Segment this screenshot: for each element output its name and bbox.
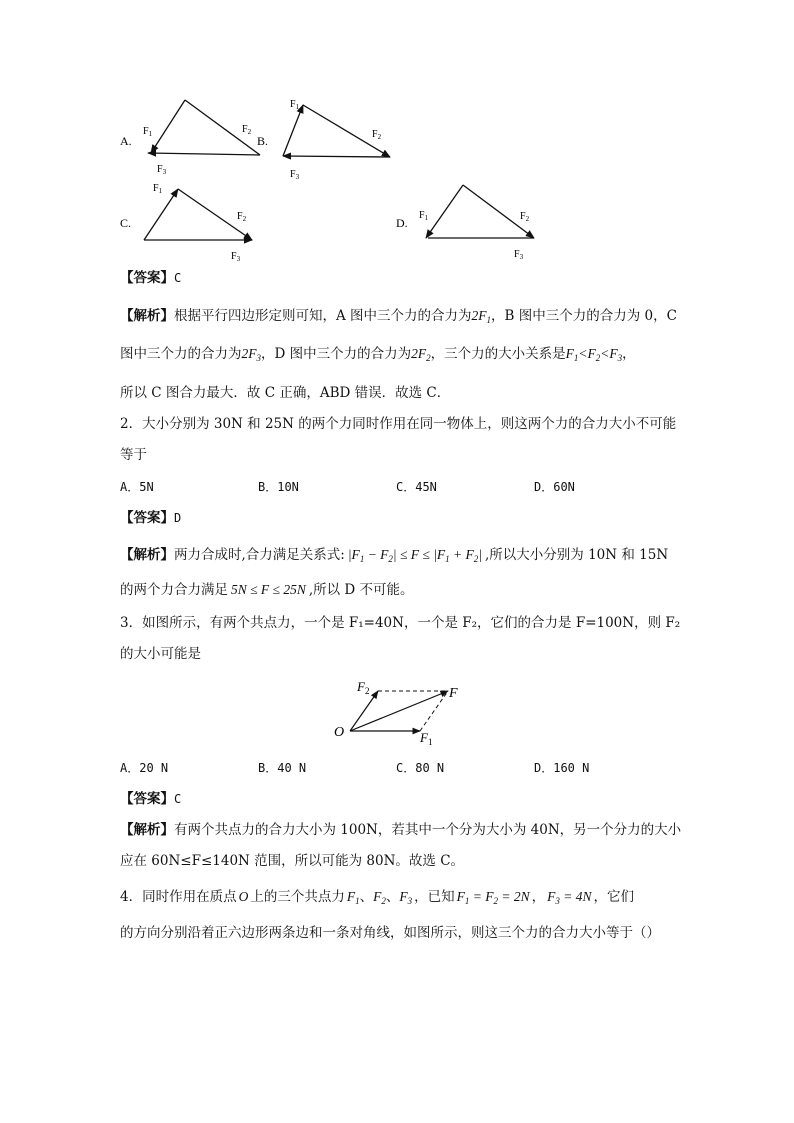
option-a-f1-label: $F_1$ [143, 126, 153, 138]
option-a-f3-label: $F_3$ [157, 164, 167, 176]
q3-analysis-line-1: 【解析】有两个共点力的合力大小为 100N，若其中一个分为大小为 40N，另一个分力的大小 [120, 822, 682, 838]
option-d-diagram [396, 185, 534, 261]
q1-analysis-line-1: 【解析】根据平行四边形定则可知，A 图中三个力的合力为$2F_1$，B 图中三个力的合力为 0，C [120, 308, 677, 325]
option-c-letter: C. [120, 216, 132, 230]
answer-value: C [174, 271, 182, 285]
q1-figure-svg [110, 90, 550, 270]
option-d-f2-label: $F_2$ [520, 211, 530, 223]
q2-stem-line-2: 等于 [120, 447, 147, 463]
q3-figure [330, 675, 480, 750]
q3-option-a: A．20 N [120, 761, 169, 775]
q3-label-o: O [334, 725, 345, 740]
option-a-f2-label: $F_2$ [242, 124, 252, 136]
q3-option-b: B．40 N [258, 761, 307, 775]
q3-answer: 【答案】C [120, 791, 182, 807]
option-d-f1-arrow [426, 185, 463, 238]
q3-option-c: C．80 N [396, 761, 445, 775]
q4-stem-line-1: 4．同时作用在质点 O 上的三个共点力 $F_1$、$F_2$、$F_3$ ，已知 $F_1 = F_2 = 2N$ ， $F_3 = 4N$ ，它们 [120, 889, 634, 906]
q2-analysis-line-2: 的两个力合力满足 5N ≤ F ≤ 25N ,所以 D 不可能。 [120, 582, 414, 598]
math-2f2: $2F_2$ [411, 346, 431, 363]
option-b-diagram [257, 99, 390, 181]
option-b-f2-label: $F_2$ [372, 129, 382, 141]
option-d-f1-label: $F_1$ [419, 210, 429, 222]
math-inequality: $|F_1 - F_2| \le F \le |F_1 + F_2|$ [347, 547, 482, 564]
q2-option-d: D．60N [534, 480, 575, 494]
option-a-f1-arrow [151, 100, 185, 153]
q2-option-a: A．5N [120, 480, 154, 494]
q3-stem-line-1: 3．如图所示，有两个共点力，一个是 F₁=40N，一个是 F₂，它们的合力是 F=100N，则 F₂ [120, 615, 681, 631]
q3-label-f2: $F_2$ [357, 679, 370, 696]
option-a-diagram [120, 100, 260, 176]
option-c-f3-label: $F_3$ [231, 251, 241, 263]
q3-label-f1: $F_1$ [420, 730, 433, 747]
math-2f3: $2F_3$ [241, 346, 261, 363]
q2-analysis-line-1: 【解析】两力合成时,合力满足关系式: $|F_1 - F_2| \le F \le |F_1 + F_2|$ ,所以大小分别为 10N 和 15N [120, 547, 669, 564]
q2-option-c: C．45N [396, 480, 437, 494]
answer-label: 【答案】 [120, 270, 174, 286]
q2-option-b: B．10N [258, 480, 299, 494]
option-b-f1-label: $F_1$ [290, 99, 300, 111]
q1-figure [110, 90, 550, 270]
option-b-f3-label: $F_3$ [290, 169, 300, 181]
option-d-letter: D. [396, 216, 408, 230]
option-a-f3-arrow [148, 153, 260, 155]
math-relation: $F_1<F_2<F_3$ [565, 346, 623, 363]
option-b-letter: B. [257, 134, 269, 148]
q3-stem-line-2: 的大小可能是 [120, 646, 201, 662]
option-b-f3-arrow [283, 156, 390, 157]
option-b-f1-arrow [283, 105, 303, 156]
q2-answer: 【答案】D [120, 510, 182, 526]
option-c-f1-label: $F_1$ [153, 183, 163, 195]
option-a-letter: A. [120, 134, 132, 148]
math-2f1: $2F_1$ [471, 308, 492, 325]
q4-stem-line-2: 的方向分别沿着正六边形两条边和一条对角线，如图所示，则这三个力的合力大小等于（） [120, 925, 660, 941]
q4-forces: $F_1$、$F_2$、$F_3$ [346, 889, 413, 906]
q3-option-d: D．160 N [534, 761, 590, 775]
option-d-f3-label: $F_3$ [514, 249, 524, 261]
q1-analysis-line-3: 所以 C 图合力最大．故 C 正确，ABD 错误．故选 C． [120, 385, 451, 401]
q1-analysis-line-2: 图中三个力的合力为$2F_3$，D 图中三个力的合力为$2F_2$，三个力的大小关系是$F_1<F_2<F_3$， [120, 346, 636, 363]
q3-label-f: F [449, 686, 458, 701]
option-c-f2-label: $F_2$ [237, 211, 247, 223]
option-c-diagram [120, 183, 252, 263]
option-c-f1-arrow [144, 189, 178, 240]
q1-answer [120, 268, 181, 288]
analysis-label: 【解析】 [120, 308, 174, 324]
q2-stem-line-1: 2．大小分别为 30N 和 25N 的两个力同时作用在同一物体上，则这两个力的合力大小不可能 [120, 416, 677, 432]
q3-analysis-line-2: 应在 60N≤F≤140N 范围，所以可能为 80N。故选 C。 [120, 853, 465, 869]
